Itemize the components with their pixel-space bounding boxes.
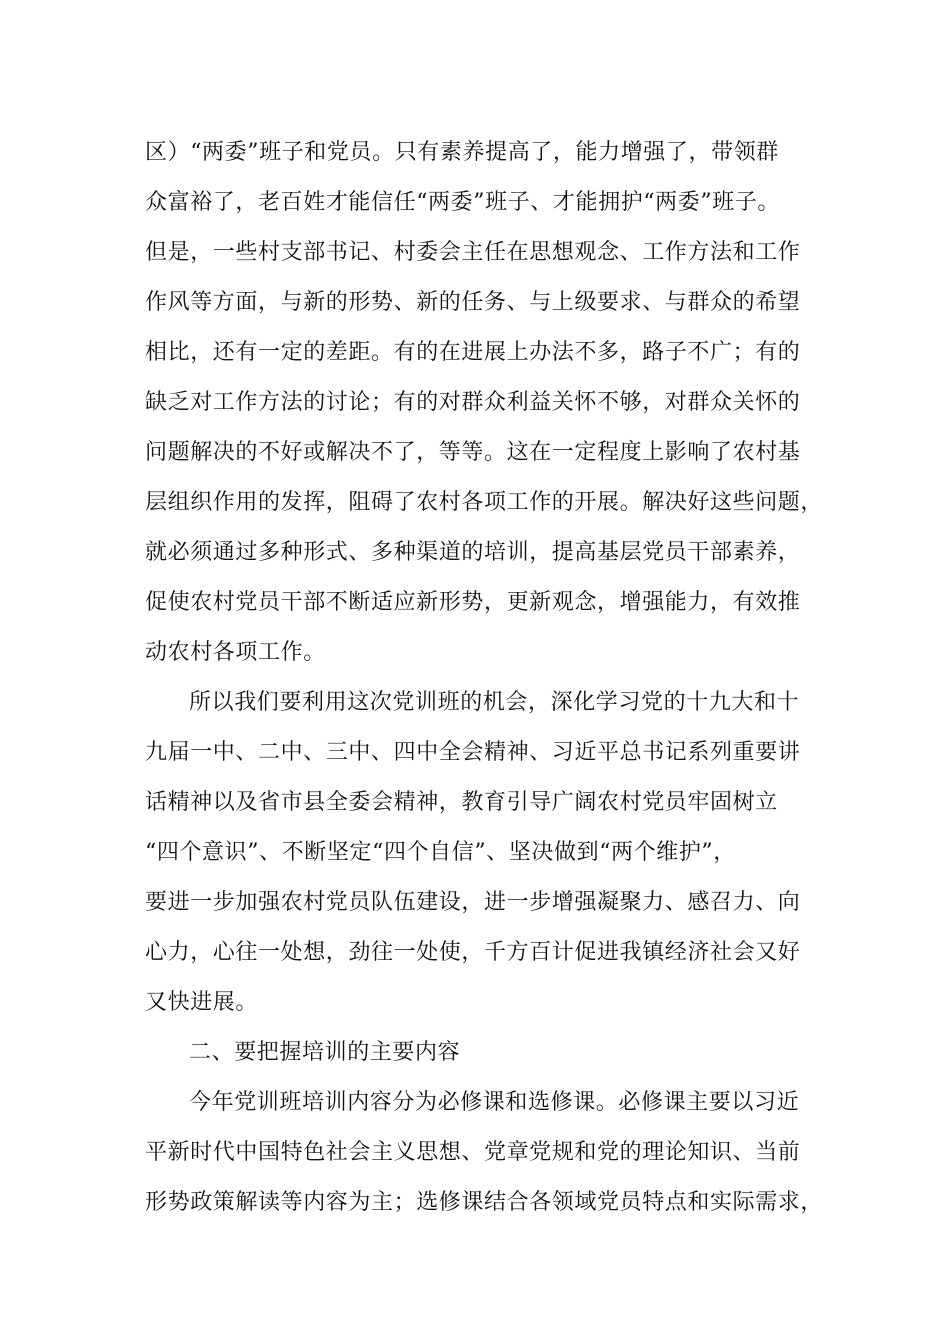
paragraph-first-line: 所以我们要利用这次党训班的机会，深化学习党的十九大和十 xyxy=(189,690,800,715)
text-line: 形势政策解读等内容为主；选修课结合各领域党员特点和实际需求， xyxy=(145,1190,824,1215)
text-line: 话精神以及省市县全委会精神，教育引导广阔农村党员牢固树立 xyxy=(145,790,778,815)
text-line: 要进一步加强农村党员队伍建设，进一步增强凝聚力、感召力、向 xyxy=(145,890,801,915)
text-line: 区）“两委”班子和党员。只有素养提高了，能力增强了，带领群 xyxy=(145,140,779,165)
section-heading: 二、要把握培训的主要内容 xyxy=(189,1040,461,1065)
text-line: 心力，心往一处想，劲往一处使，千方百计促进我镇经济社会又好 xyxy=(145,940,801,965)
text-line: 又快进展。 xyxy=(145,990,259,1015)
text-line: 平新时代中国特色社会主义思想、党章党规和党的理论知识、当前 xyxy=(145,1140,801,1165)
text-line: 九届一中、二中、三中、四中全会精神、习近平总书记系列重要讲 xyxy=(145,740,801,765)
text-line: 相比，还有一定的差距。有的在进展上办法不多，路子不广；有的 xyxy=(145,340,801,365)
text-line: 促使农村党员干部不断适应新形势，更新观念，增强能力，有效推 xyxy=(145,590,801,615)
text-line: 问题解决的不好或解决不了，等等。这在一定程度上影响了农村基 xyxy=(145,440,801,465)
text-line: 层组织作用的发挥，阻碍了农村各项工作的开展。解决好这些问题， xyxy=(145,490,824,515)
text-line: 众富裕了，老百姓才能信任“两委”班子、才能拥护“两委”班子。 xyxy=(145,190,780,215)
text-line: “四个意识”、不断坚定“四个自信”、坚决做到“两个维护”， xyxy=(145,840,736,865)
text-line: 就必须通过多种形式、多种渠道的培训，提高基层党员干部素养， xyxy=(145,540,801,565)
text-line: 缺乏对工作方法的讨论；有的对群众利益关怀不够，对群众关怀的 xyxy=(145,390,801,415)
text-line: 动农村各项工作。 xyxy=(145,640,326,665)
text-line: 但是，一些村支部书记、村委会主任在思想观念、工作方法和工作 xyxy=(145,240,801,265)
text-line: 作风等方面，与新的形势、新的任务、与上级要求、与群众的希望 xyxy=(145,290,801,315)
paragraph-first-line: 今年党训班培训内容分为必修课和选修课。必修课主要以习近 xyxy=(189,1090,800,1115)
